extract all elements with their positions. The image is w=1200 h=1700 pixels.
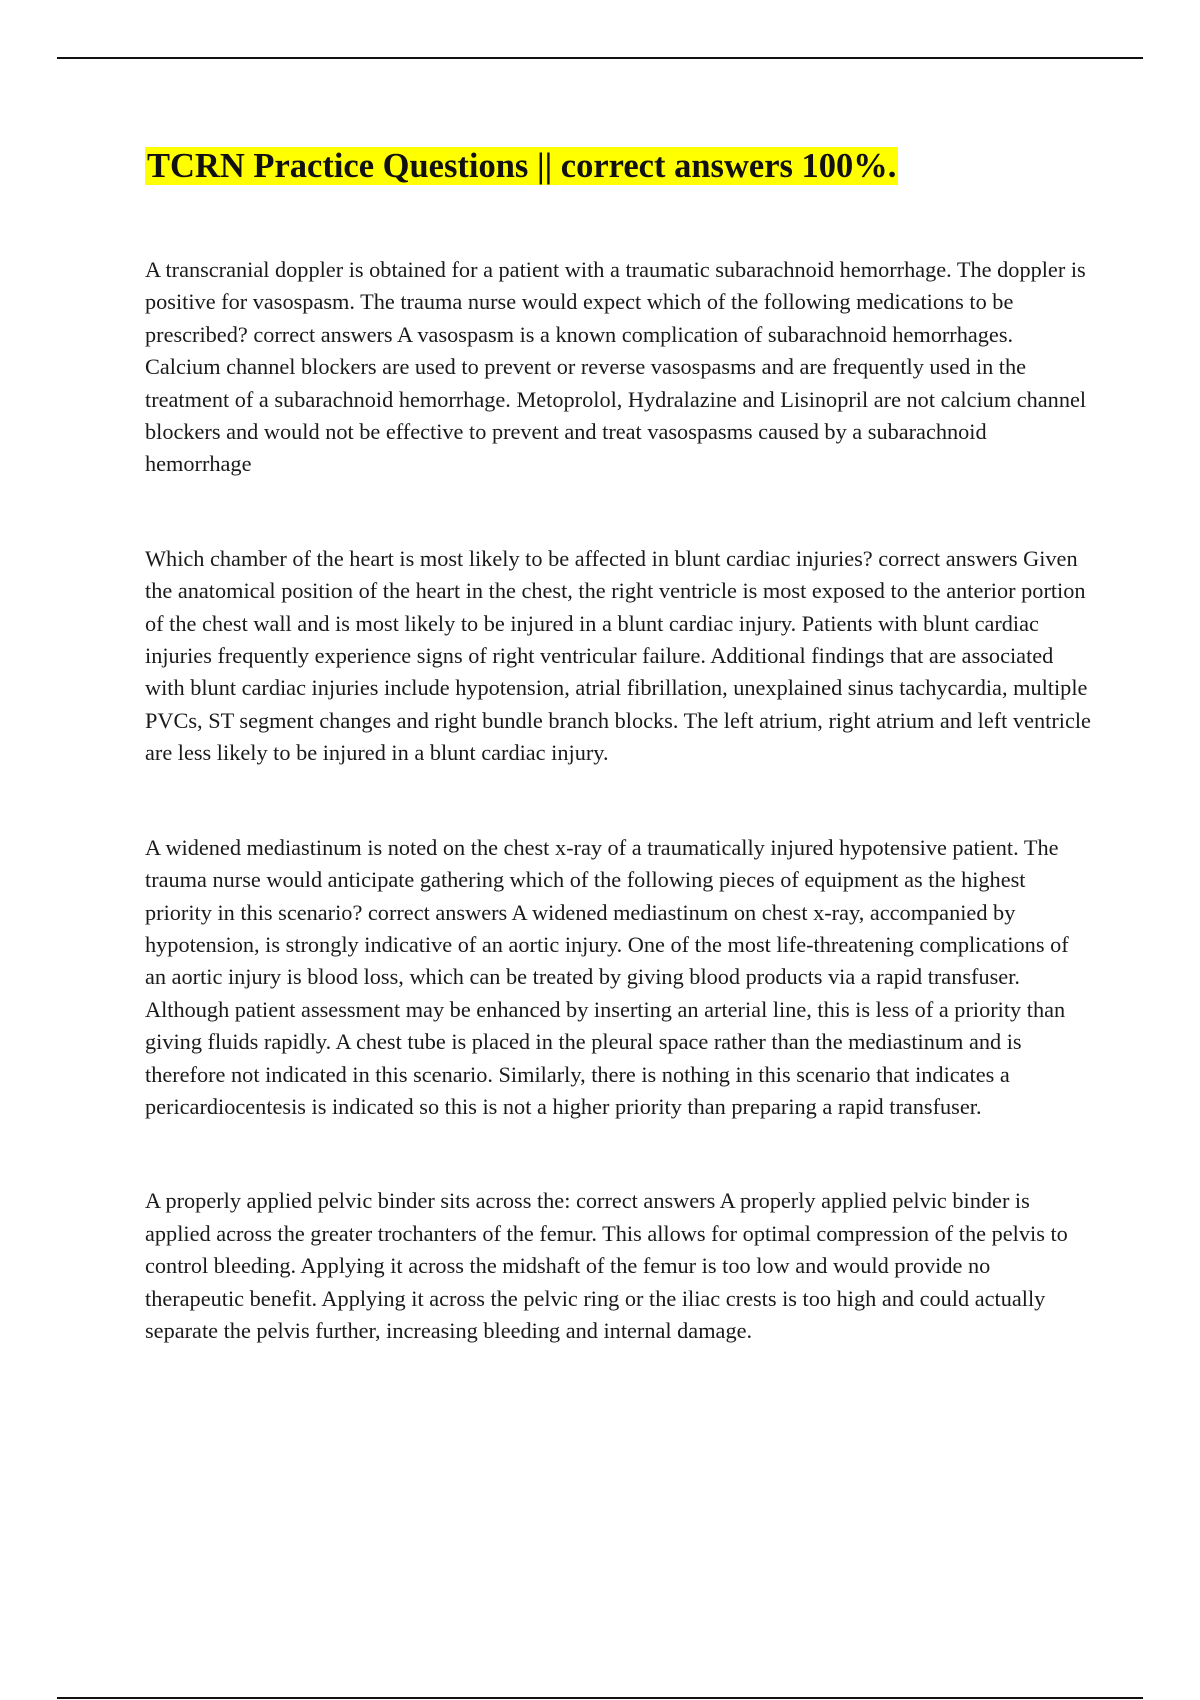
qa-paragraph-4: A properly applied pelvic binder sits across the: correct answers A properly applied pelvic binder is applied across the greater trochanters of the femur. This allows for optimal compression of the pelvis to control bleeding. Applying it across the midshaft of the femur is too low and would provide no therapeutic benefit. Applying it across the pelvic ring or the iliac crests is too high and could actually separate the pelvis further, increasing bleeding and internal damage. [145, 1188, 1068, 1343]
qa-paragraph-2: Which chamber of the heart is most likely to be affected in blunt cardiac injuries? correct answers Given the anatomical position of the heart in the chest, the right ventricle is most exposed to the anterior portion of the chest wall and is most likely to be injured in a blunt cardiac injury. Patients with blunt cardiac injuries frequently experience signs of right ventricular failure. Additional findings that are associated with blunt cardiac injuries include hypotension, atrial fibrillation, unexplained sinus tachycardia, multiple PVCs, ST segment changes and right bundle branch blocks. The left atrium, right atrium and left ventricle are less likely to be injured in a blunt cardiac injury. [145, 545, 1091, 766]
qa-paragraph-3: A widened mediastinum is noted on the chest x-ray of a traumatically injured hypotensive patient. The trauma nurse would anticipate gathering which of the following pieces of equipment as the highest priority in this scenario? correct answers A widened mediastinum on chest x-ray, accompanied by hypotension, is strongly indicative of an aortic injury. One of the most life-threatening complications of an aortic injury is blood loss, which can be treated by giving blood products via a rapid transfuser. Although patient assessment may be enhanced by inserting an arterial line, this is less of a priority than giving fluids rapidly. A chest tube is placed in the pleural space rather than the mediastinum and is therefore not indicated in this scenario. Similarly, there is nothing in this scenario that indicates a pericardiocentesis is indicated so this is not a higher priority than preparing a rapid transfuser. [145, 834, 1069, 1119]
page-title: TCRN Practice Questions || correct answers 100%. [147, 147, 897, 185]
bottom-rule [57, 1697, 1143, 1699]
document-body [145, 254, 1093, 1347]
qa-paragraph-1: A transcranial doppler is obtained for a patient with a traumatic subarachnoid hemorrhage. The doppler is positive for vasospasm. The trauma nurse would expect which of the following medications to be prescribed? correct answers A vasospasm is a known complication of subarachnoid hemorrhages. Calcium channel blockers are used to prevent or reverse vasospasms and are frequently used in the treatment of a subarachnoid hemorrhage. Metoprolol, Hydralazine and Lisinopril are not calcium channel blockers and would not be effective to prevent and treat vasospasms caused by a subarachnoid hemorrhage [145, 257, 1087, 477]
top-rule [57, 57, 1143, 59]
title-block [145, 144, 1145, 188]
